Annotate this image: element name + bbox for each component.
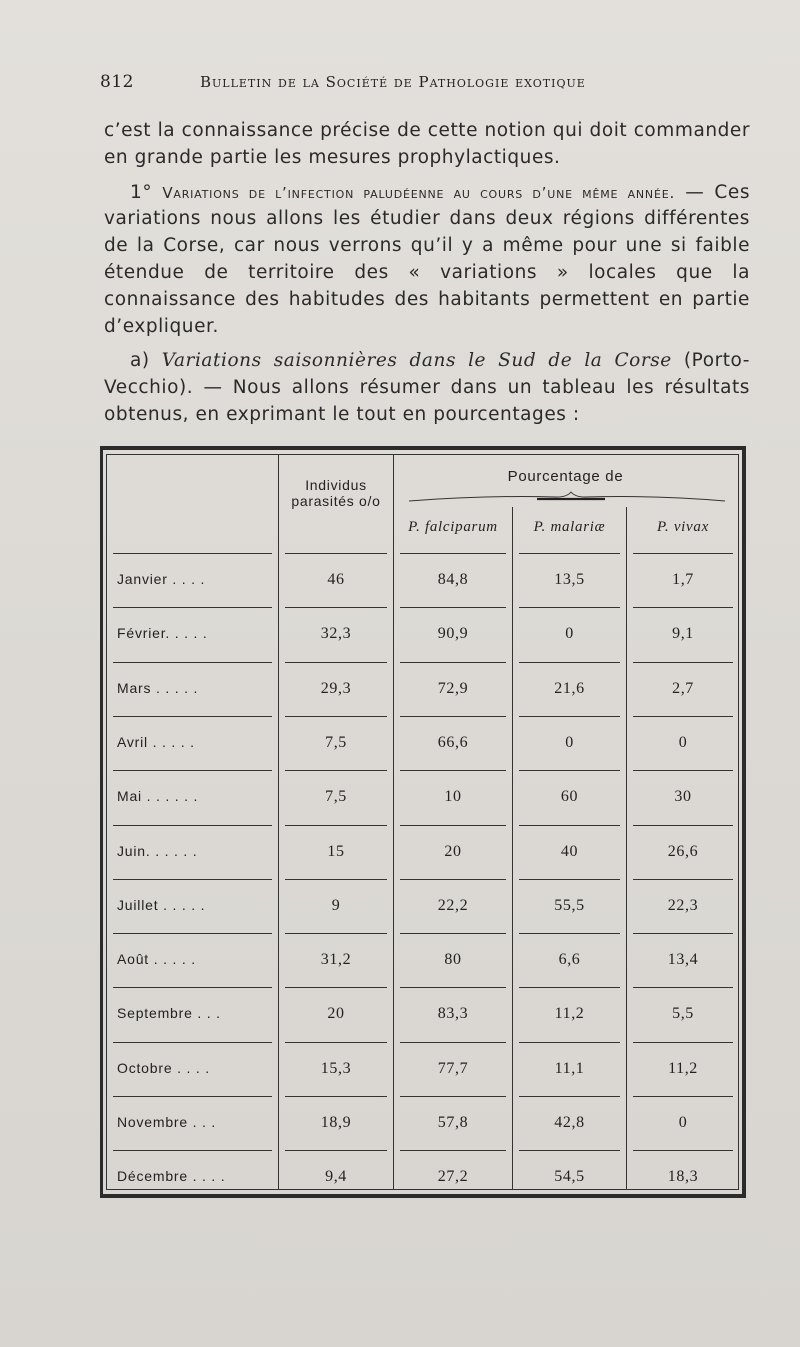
cell-malariae: 6,6 bbox=[558, 951, 581, 969]
cell-individus: 18,9 bbox=[320, 1114, 352, 1131]
row-rule bbox=[113, 987, 272, 988]
cell-malariae: 60 bbox=[560, 788, 579, 806]
col-divider-1 bbox=[278, 455, 279, 1189]
cell-individus: 46 bbox=[327, 571, 345, 588]
cell-malariae: 11,1 bbox=[554, 1059, 585, 1077]
month-label: Novembre . . . bbox=[117, 1114, 217, 1130]
header-individus: Individus parasités o/o bbox=[291, 477, 381, 509]
row-rule bbox=[633, 662, 733, 663]
section-number: 1° bbox=[130, 181, 153, 203]
cell-vivax: 22,3 bbox=[667, 896, 699, 914]
row-rule bbox=[285, 1042, 387, 1043]
row-rule bbox=[113, 1096, 272, 1097]
row-rule bbox=[519, 770, 620, 771]
row-rule bbox=[633, 716, 733, 717]
col-divider-2 bbox=[393, 455, 394, 1189]
row-rule bbox=[519, 1096, 620, 1097]
month-label: Octobre . . . . bbox=[117, 1059, 210, 1076]
cell-falciparum: 90,9 bbox=[437, 625, 469, 643]
cell-vivax: 30 bbox=[674, 788, 692, 806]
cell-falciparum: 77,7 bbox=[437, 1059, 469, 1077]
cell-falciparum: 84,8 bbox=[437, 571, 469, 588]
cell-malariae: 42,8 bbox=[554, 1114, 585, 1131]
data-table bbox=[100, 446, 746, 1198]
cell-falciparum: 66,6 bbox=[437, 733, 469, 751]
row-rule bbox=[400, 825, 506, 826]
cell-falciparum: 22,2 bbox=[437, 896, 469, 914]
row-rule bbox=[400, 987, 506, 988]
cell-malariae: 11,2 bbox=[554, 1005, 585, 1023]
header-malariae: P. malariæ bbox=[533, 519, 606, 535]
cell-malariae: 21,6 bbox=[554, 679, 585, 697]
cell-malariae: 0 bbox=[565, 625, 574, 643]
row-rule bbox=[285, 662, 387, 663]
row-rule bbox=[285, 770, 387, 771]
paragraph-1: c’est la connaissance précise de cette notion qui doit commander en grande partie les mesures prophylactiques. bbox=[104, 120, 750, 168]
row-rule bbox=[633, 825, 733, 826]
header-rule bbox=[113, 553, 272, 554]
row-rule bbox=[113, 933, 272, 934]
month-label: Septembre . . . bbox=[117, 1005, 221, 1022]
row-rule bbox=[633, 1042, 733, 1043]
cell-vivax: 13,4 bbox=[667, 951, 699, 969]
cell-vivax: 9,1 bbox=[672, 625, 694, 643]
cell-malariae: 13,5 bbox=[554, 571, 585, 588]
cell-individus: 7,5 bbox=[325, 733, 347, 751]
row-rule bbox=[285, 1150, 387, 1151]
row-rule bbox=[400, 1042, 506, 1043]
row-rule bbox=[519, 825, 620, 826]
page-number: 812 bbox=[100, 72, 134, 92]
header-vivax: P. vivax bbox=[657, 519, 709, 535]
cell-falciparum: 10 bbox=[444, 788, 462, 806]
row-rule bbox=[113, 770, 272, 771]
row-rule bbox=[400, 879, 506, 880]
row-rule bbox=[113, 879, 272, 880]
header-rule bbox=[519, 553, 620, 554]
header-brace bbox=[407, 491, 727, 505]
row-rule bbox=[400, 607, 506, 608]
cell-falciparum: 20 bbox=[444, 842, 462, 860]
row-rule bbox=[285, 987, 387, 988]
row-rule bbox=[519, 1150, 620, 1151]
row-rule bbox=[400, 716, 506, 717]
month-label: Juillet . . . . . bbox=[117, 896, 206, 913]
cell-individus: 7,5 bbox=[325, 788, 347, 806]
cell-malariae: 55,5 bbox=[554, 896, 585, 914]
row-rule bbox=[400, 662, 506, 663]
row-rule bbox=[113, 662, 272, 663]
row-rule bbox=[519, 1042, 620, 1043]
row-rule bbox=[633, 607, 733, 608]
row-rule bbox=[113, 607, 272, 608]
cell-vivax: 0 bbox=[678, 733, 688, 751]
cell-vivax: 0 bbox=[678, 1114, 688, 1131]
cell-vivax: 5,5 bbox=[672, 1005, 694, 1023]
table-frame bbox=[106, 454, 739, 1190]
cell-malariae: 54,5 bbox=[554, 1168, 585, 1186]
cell-individus: 31,2 bbox=[320, 951, 352, 969]
cell-vivax: 2,7 bbox=[672, 679, 694, 697]
cell-individus: 29,3 bbox=[320, 679, 352, 697]
month-label: Avril . . . . . bbox=[117, 733, 195, 750]
cell-malariae: 0 bbox=[565, 733, 574, 751]
cell-vivax: 11,2 bbox=[668, 1059, 698, 1077]
month-label: Août . . . . . bbox=[117, 951, 196, 968]
row-rule bbox=[285, 825, 387, 826]
cell-individus: 9 bbox=[331, 896, 341, 914]
row-rule bbox=[519, 662, 620, 663]
row-rule bbox=[519, 607, 620, 608]
row-rule bbox=[113, 1150, 272, 1151]
month-label: Décembre . . . . bbox=[117, 1168, 226, 1185]
header-falciparum: P. falciparum bbox=[408, 519, 498, 535]
row-rule bbox=[633, 1096, 733, 1097]
row-rule bbox=[285, 879, 387, 880]
row-rule bbox=[285, 1096, 387, 1097]
cell-individus: 20 bbox=[327, 1005, 345, 1023]
row-rule bbox=[400, 1096, 506, 1097]
cell-falciparum: 80 bbox=[444, 951, 462, 969]
body-text bbox=[104, 118, 750, 429]
row-rule bbox=[633, 987, 733, 988]
subsection-title: Variations saisonnières dans le Sud de la Corse bbox=[161, 350, 672, 372]
row-rule bbox=[519, 716, 620, 717]
month-label: Janvier . . . . bbox=[117, 571, 206, 587]
cell-vivax: 1,7 bbox=[672, 571, 694, 588]
cell-falciparum: 27,2 bbox=[437, 1168, 469, 1186]
row-rule bbox=[285, 607, 387, 608]
month-label: Mai . . . . . . bbox=[117, 788, 199, 805]
cell-individus: 32,3 bbox=[320, 625, 352, 643]
cell-individus: 15,3 bbox=[320, 1059, 352, 1077]
cell-vivax: 18,3 bbox=[667, 1168, 699, 1186]
section-heading: Variations de l’infection paludéenne au cours d’une même année. bbox=[162, 183, 676, 202]
cell-falciparum: 72,9 bbox=[437, 679, 469, 697]
journal-title: Bulletin de la Société de Pathologie exotique bbox=[200, 73, 586, 91]
row-rule bbox=[113, 825, 272, 826]
cell-individus: 15 bbox=[327, 842, 345, 860]
header-rule bbox=[285, 553, 387, 554]
cell-falciparum: 57,8 bbox=[437, 1114, 469, 1131]
row-rule bbox=[400, 1150, 506, 1151]
paragraph-2 bbox=[104, 180, 750, 341]
row-rule bbox=[519, 879, 620, 880]
paragraph-3 bbox=[104, 348, 750, 428]
header-rule bbox=[400, 553, 506, 554]
month-label: Juin. . . . . . bbox=[117, 842, 198, 859]
row-rule bbox=[113, 716, 272, 717]
row-rule bbox=[519, 987, 620, 988]
cell-falciparum: 83,3 bbox=[437, 1005, 469, 1023]
cell-malariae: 40 bbox=[560, 842, 579, 860]
month-label: Mars . . . . . bbox=[117, 679, 199, 696]
row-rule bbox=[519, 933, 620, 934]
row-rule bbox=[285, 933, 387, 934]
row-rule bbox=[633, 879, 733, 880]
header-pourcentage: Pourcentage de bbox=[507, 468, 624, 485]
running-head bbox=[100, 72, 740, 98]
row-rule bbox=[633, 1150, 733, 1151]
row-rule bbox=[633, 770, 733, 771]
row-rule bbox=[633, 933, 733, 934]
subsection-lead: a) bbox=[130, 350, 162, 372]
cell-vivax: 26,6 bbox=[667, 842, 699, 860]
paragraph-2-body: — Ces variations nous allons les étudier dans deux régions différentes de la Corse, car nous verrons qu’il y a même pour une si faible étendue de territoire des « variations » locales que la connaissance des habitudes des habitants permettent en partie d’expliquer. bbox=[104, 181, 751, 337]
paragraph-3-body: (Porto-Vecchio). — Nous allons résumer dans un tableau les résultats obtenus, en exprimant le tout en pourcentages : bbox=[104, 350, 750, 425]
header-rule bbox=[633, 553, 733, 554]
month-label: Février. . . . . bbox=[117, 625, 208, 642]
row-rule bbox=[113, 1042, 272, 1043]
row-rule bbox=[400, 770, 506, 771]
cell-individus: 9,4 bbox=[325, 1168, 347, 1186]
row-rule bbox=[285, 716, 387, 717]
row-rule bbox=[400, 933, 506, 934]
